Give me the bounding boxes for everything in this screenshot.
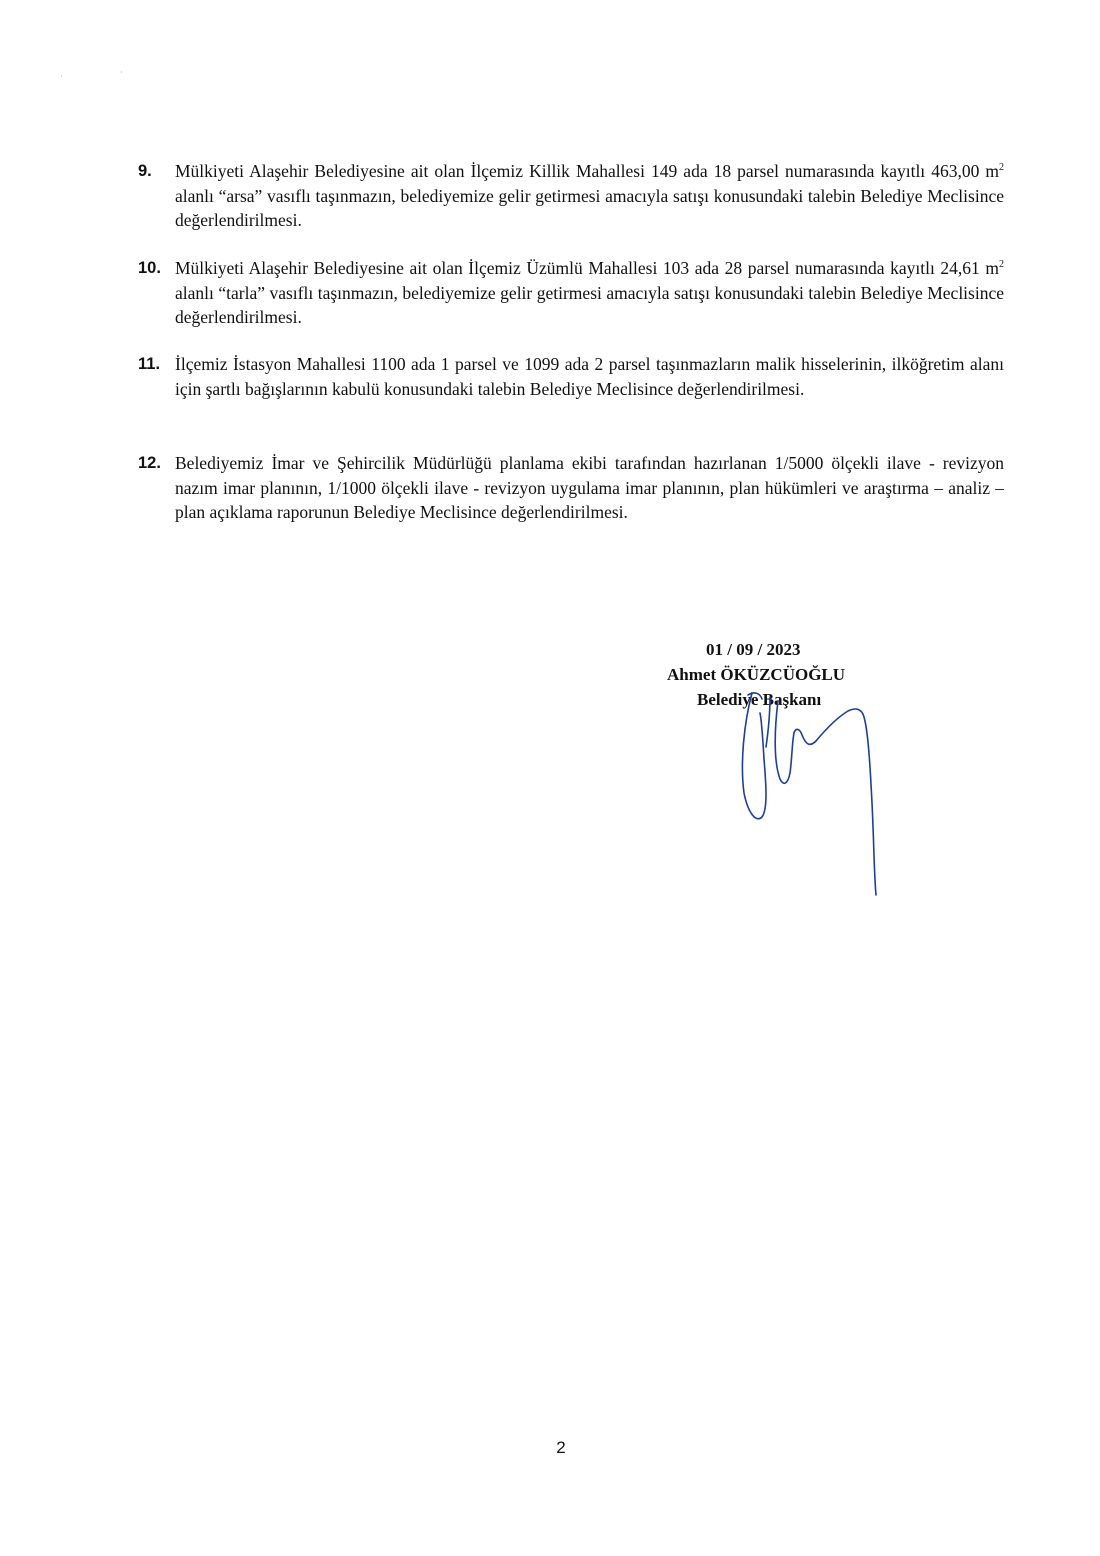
agenda-item-12 xyxy=(138,451,1004,525)
scan-speck: · xyxy=(60,72,63,81)
page-number: 2 xyxy=(556,1438,566,1457)
agenda-item-number: 11. xyxy=(138,355,161,373)
signatory-name: Ahmet ÖKÜZCÜOĞLU xyxy=(667,665,846,684)
handwritten-signature xyxy=(730,683,890,903)
agenda-item-number: 10. xyxy=(138,259,161,277)
agenda-item-number: 9. xyxy=(138,162,152,180)
agenda-item-number: 12. xyxy=(138,454,161,472)
agenda-item-10 xyxy=(138,256,1004,330)
signature-date: 01 / 09 / 2023 xyxy=(706,640,801,659)
agenda-item-text: Mülkiyeti Alaşehir Belediyesine ait olan İlçemiz Üzümlü Mahallesi 103 ada 28 parsel numarasında kayıtlı 24,61 $m^2$ alanlı “tarla” vasıflı taşınmazın, belediyemize gelir getirmesi amacıyla satışı konusundaki talebin Belediye Meclisince değerlendirilmesi. xyxy=(175,258,1004,327)
agenda-item-text: İlçemiz İstasyon Mahallesi 1100 ada 1 parsel ve 1099 ada 2 parsel taşınmazların malik hisselerinin, ilköğretim alanı için şartlı bağışlarının kabulü konusundaki talebin Belediye Meclisince değerlendirilmesi. xyxy=(175,354,1004,399)
signatory-title: Belediye Başkanı xyxy=(697,690,822,709)
agenda-item-9 xyxy=(138,159,1004,233)
agenda-item-text: Mülkiyeti Alaşehir Belediyesine ait olan İlçemiz Killik Mahallesi 149 ada 18 parsel numarasında kayıtlı 463,00 $m^2$ alanlı “arsa” vasıflı taşınmazın, belediyemize gelir getirmesi amacıyla satışı konusundaki talebin Belediye Meclisince değerlendirilmesi. xyxy=(175,161,1004,230)
agenda-item-11 xyxy=(138,352,1004,401)
agenda-item-text: Belediyemiz İmar ve Şehircilik Müdürlüğü planlama ekibi tarafından hazırlanan 1/5000 ölçekli ilave - revizyon nazım imar planının, 1/1000 ölçekli ilave - revizyon uygulama imar planının, plan hükümleri ve araştırma – analiz – plan açıklama raporunun Belediye Meclisince değerlendirilmesi. xyxy=(175,453,1004,522)
scan-speck: · xyxy=(120,68,123,77)
